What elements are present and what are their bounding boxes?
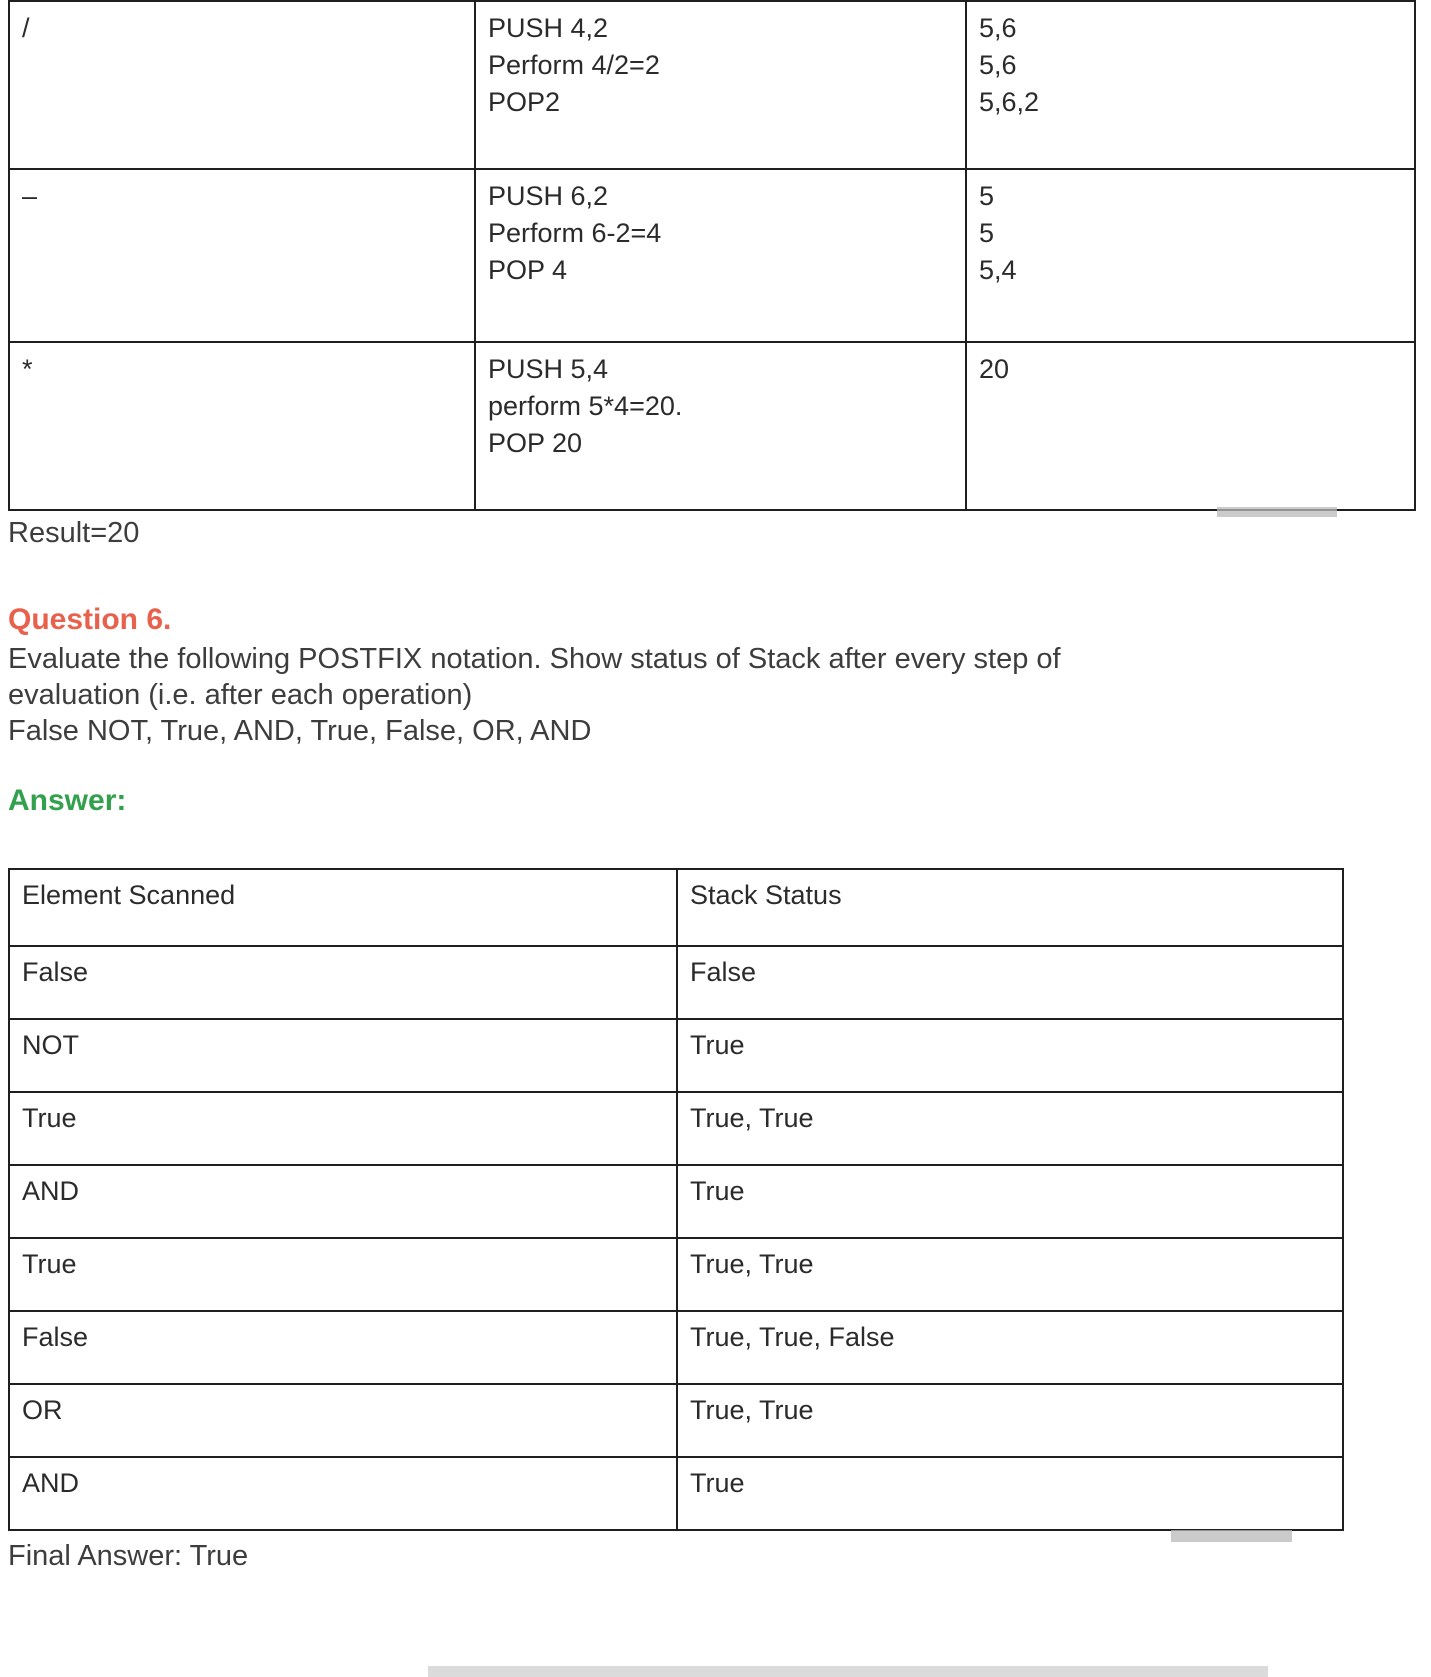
table-row: [9, 1457, 1343, 1530]
element-cell: True: [9, 1238, 677, 1311]
operator: –: [22, 181, 38, 211]
table-row: [9, 342, 1415, 510]
question-body: [8, 641, 1061, 749]
question-heading: Question 6.: [8, 603, 172, 636]
action-cell: [475, 169, 966, 342]
question-line: Evaluate the following POSTFIX notation. Show status of Stack after every step of: [8, 643, 1061, 675]
table-row: [9, 1092, 1343, 1165]
question-line: False NOT, True, AND, True, False, OR, AND: [8, 715, 592, 747]
question-line: evaluation (i.e. after each operation): [8, 679, 473, 711]
table-row: [9, 1384, 1343, 1457]
element-cell: AND: [9, 1457, 677, 1530]
action-cell: [475, 342, 966, 510]
scan-artifact: [1217, 507, 1337, 517]
table-header-row: [9, 869, 1343, 946]
action-line: PUSH 6,2: [488, 181, 609, 211]
element-cell: True: [9, 1092, 677, 1165]
stack-line: 5,6: [979, 13, 1017, 43]
scan-artifact: [428, 1666, 1268, 1677]
stack-status-cell: True: [677, 1457, 1343, 1530]
action-line: POP 20: [488, 428, 583, 458]
table-row: [9, 169, 1415, 342]
element-cell: NOT: [9, 1019, 677, 1092]
table-row: [9, 1, 1415, 169]
stack-status-cell: True, True: [677, 1092, 1343, 1165]
stack-status-cell: True: [677, 1165, 1343, 1238]
header-element-scanned: Element Scanned: [9, 869, 677, 946]
element-cell: AND: [9, 1165, 677, 1238]
action-line: POP 4: [488, 255, 568, 285]
operator-cell: [9, 342, 475, 510]
stack-line: 5,4: [979, 255, 1017, 285]
stack-status-cell: True, True: [677, 1384, 1343, 1457]
stack-line: 5,6: [979, 50, 1017, 80]
element-cell: False: [9, 946, 677, 1019]
operator-evaluation-table: [8, 0, 1416, 511]
stack-line: 5,6,2: [979, 87, 1040, 117]
operator: /: [22, 13, 30, 43]
element-cell: False: [9, 1311, 677, 1384]
operator: *: [22, 354, 33, 384]
element-cell: OR: [9, 1384, 677, 1457]
stack-status-cell: True, True: [677, 1238, 1343, 1311]
boolean-evaluation-table: [8, 868, 1344, 1531]
operator-cell: [9, 169, 475, 342]
table-row: [9, 1165, 1343, 1238]
answer-heading: Answer:: [8, 784, 127, 817]
action-cell: [475, 1, 966, 169]
action-line: PUSH 5,4: [488, 354, 609, 384]
stack-status-cell: True, True, False: [677, 1311, 1343, 1384]
stack-cell: [966, 342, 1415, 510]
table-row: [9, 1238, 1343, 1311]
action-line: Perform 4/2=2: [488, 50, 660, 80]
stack-line: 5: [979, 218, 995, 248]
action-line: PUSH 4,2: [488, 13, 609, 43]
scan-artifact: [1171, 1530, 1292, 1542]
stack-status-cell: True: [677, 1019, 1343, 1092]
table-row: [9, 946, 1343, 1019]
final-answer-text: Final Answer: True: [8, 1540, 249, 1572]
action-line: Perform 6-2=4: [488, 218, 662, 248]
stack-line: 20: [979, 354, 1010, 384]
stack-line: 5: [979, 181, 995, 211]
action-line: POP2: [488, 87, 561, 117]
action-line: perform 5*4=20.: [488, 391, 683, 421]
stack-cell: [966, 169, 1415, 342]
stack-status-cell: False: [677, 946, 1343, 1019]
operator-cell: [9, 1, 475, 169]
stack-cell: [966, 1, 1415, 169]
result-text: Result=20: [8, 517, 140, 549]
header-stack-status: Stack Status: [677, 869, 1343, 946]
table-row: [9, 1311, 1343, 1384]
table-row: [9, 1019, 1343, 1092]
